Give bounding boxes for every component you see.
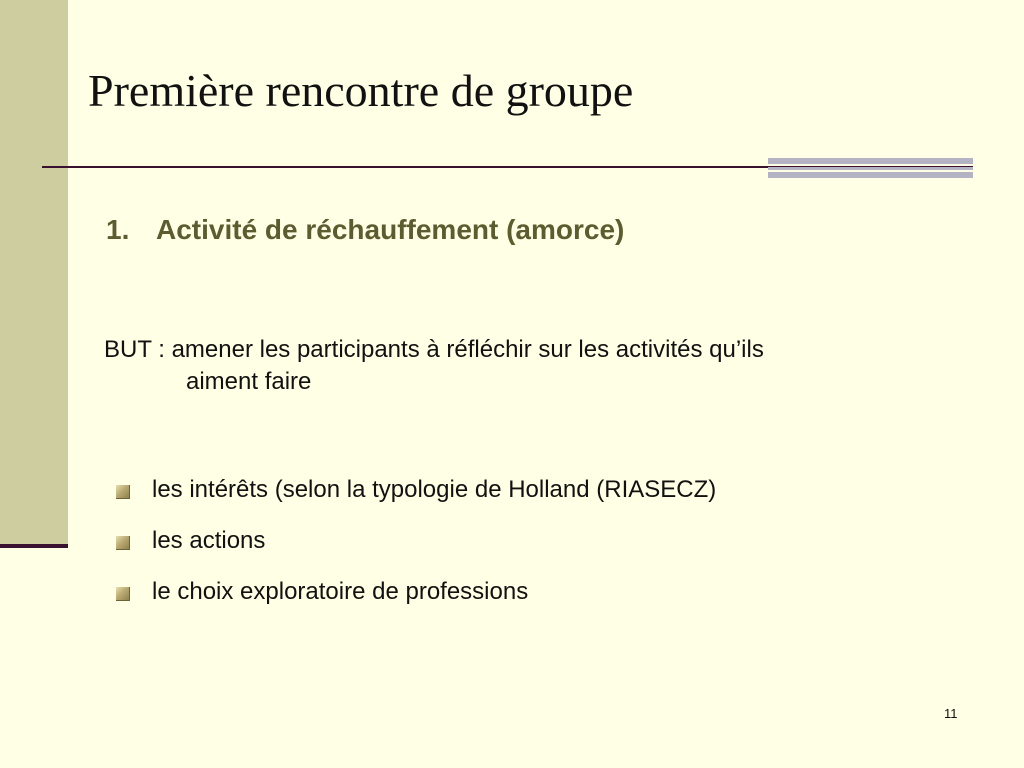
square-bullet-icon	[116, 587, 130, 601]
goal-paragraph	[104, 334, 924, 398]
left-band-rule	[0, 544, 68, 548]
list-item	[116, 476, 716, 527]
list-item-text: le choix exploratoire de professions	[152, 578, 529, 605]
slide-title: Première rencontre de groupe	[88, 65, 634, 116]
title-accent-bars	[768, 158, 973, 178]
list-item	[116, 578, 716, 629]
page-number: 11	[944, 706, 958, 721]
goal-line-1: BUT : amener les participants à réfléchir sur les activités qu’ils	[104, 336, 764, 363]
goal-line-2: aiment faire	[186, 368, 312, 395]
section-number: 1.	[106, 214, 130, 245]
section-heading-text: Activité de réchauffement (amorce)	[156, 214, 625, 245]
list-item-text: les intérêts (selon la typologie de Holland (RIASECZ)	[152, 476, 717, 503]
list-item	[116, 527, 716, 578]
list-item-text: les actions	[152, 527, 266, 554]
bullet-list	[116, 476, 716, 629]
square-bullet-icon	[116, 485, 130, 499]
square-bullet-icon	[116, 536, 130, 550]
left-decorative-band	[0, 0, 68, 546]
section-heading	[106, 214, 624, 246]
